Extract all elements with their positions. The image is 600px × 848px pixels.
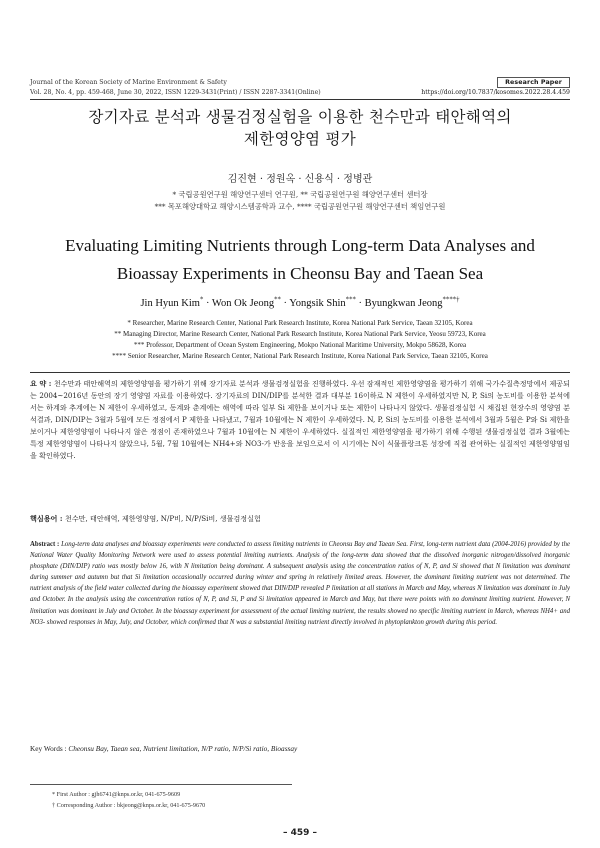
footnotes	[52, 789, 205, 811]
english-title	[30, 232, 570, 288]
english-keywords-text: Cheonsu Bay, Taean sea, Nutrient limitation, N/P ratio, N/P/Si ratio, Bioassay	[68, 744, 298, 753]
korean-title-line-2: 제한영양염 평가	[243, 130, 357, 148]
citation-line: Vol. 28, No. 4, pp. 459-468, June 30, 2022, ISSN 1229-3431(Print) / ISSN 2287-3341(Online)	[30, 89, 321, 96]
english-affiliation-4: **** Senior Researcher, Marine Research Center, National Park Research Institute, Korea National Park Service, Taean 32105, Korea	[112, 352, 488, 360]
english-abstract-text: Long-term data analyses and bioassay experiments were conducted to assess limiting nutrients in Cheonsu Bay and Taean Sea. First, long-term nutrient data (2004-2016) provided by the National Water Quality Monitoring Network were used to assess potential limiting nutrients. Analysis of the long-term data showed that the dissolved inorganic nitrogen/dissolved inorganic phosphate (DIN/DIP) ratio was mostly below 16, with N limitation being dominant. A subsequent analysis using the concentration ratios of N, P, and Si showed that N limitation was dominant during summer and autumn but that Si limitation occasionally occurred during winter and spring in relatively limited areas. However, the dominant limiting nutrient was not determined. The nutrient analysis of the field water collected during the bioassay experiment showed that DIN/DIP revealed P limitation at all stations in March and May, whereas N limitation was dominant in July and October. In the analysis using the concentration ratios of N, P, and Si, P and Si limitation appeared in March and May, but there were points with no dominant limiting nutrient. However, N limitation was dominant in July and October. In the bioassay experiment for assessment of the actual limiting nutrient, the results showed no specific limiting nutrient in March, whereas NH4+ and NO3- showed responses in May, July, and October, which confirmed that N was a substantial limiting nutrient directly involved in phytoplankton growth during this period.	[30, 541, 570, 626]
english-keywords-label: Key Words :	[30, 744, 69, 753]
author-3: Yongsik Shin	[289, 298, 346, 309]
korean-affiliation-2: *** 목포해양대학교 해양시스템공학과 교수, **** 국립공원연구원 해양연구센터 책임연구원	[154, 202, 446, 211]
english-affiliation-1: * Researcher, Marine Research Center, National Park Research Institute, Korea National Park Service, Taean 32105, Korea	[127, 319, 473, 327]
korean-keywords-text: 천수만, 태안해역, 제한영양염, N/P비, N/P/Si비, 생물검정실험	[64, 514, 261, 523]
author-2-mark: **	[274, 296, 281, 304]
author-1: Jin Hyun Kim	[140, 298, 200, 309]
doi-text[interactable]: https://doi.org/10.7837/kosomes.2022.28.4.459	[421, 89, 570, 96]
author-1-mark: *	[199, 296, 204, 304]
english-abstract-label: Abstract :	[30, 541, 62, 548]
author-separator: ·	[203, 298, 212, 309]
journal-name: Journal of the Korean Society of Marine Environment & Safety	[30, 79, 227, 86]
english-affiliation-3: *** Professor, Department of Ocean System Engineering, Mokpo National Maritime University, Mokpo 58628, Korea	[133, 341, 467, 349]
english-keywords	[30, 744, 570, 753]
english-abstract	[30, 539, 570, 628]
korean-affiliation-1: * 국립공원연구원 해양연구센터 연구원, ** 국립공원연구원 해양연구센터 센터장	[172, 190, 428, 199]
affiliation-rule	[30, 372, 570, 373]
english-affiliation-2: ** Managing Director, Marine Research Center, National Park Research Institute, Korea National Park Service, Yeosu 59723, Korea	[114, 330, 486, 338]
korean-abstract-text: 천수만과 태안해역의 제한영양염을 평가하기 위해 장기자료 분석과 생물검정실험을 진행하였다. 우선 잠재적인 제한영양염을 평가하기 위해 국가수질측정망에서 제공되는 2004~2016년 동안의 장기 영양염 자료를 이용하였다. 장기자료의 DIN/DIP를 분석한 결과 대부분 16이하로 N 제한이 우세하였지만 N, P, Si의 농도비를 이용한 분석에서는 하계와 추계에는 N 제한이 우세하였고, 동계와 춘계에는 해역에 따라 일부 Si 제한을 보이거나 또는 제한이 나타나지 않았다. 생물검정실험 시 채집된 현장수의 영양염 분석결과, DIN/DIP는 3월과 5월에 모든 정점에서 P 제한을 나타냈고, 7월과 10월에는 N 제한이 우세하였다. N, P, Si의 농도비를 이용한 분석에서 3월과 5월은 P와 Si 제한을 보이거나 제한영양염이 나타나지 않은 정점이 존재하였으나 7월과 10월에는 N 제한이 우세하였다. 실질적인 제한영양염을 평가하기 위해 수행된 생물검정실험 결과 3월에는 특정 제한영양염이 나타나지 않았으나, 5월, 7월 10월에는 NH4+와 NO3-가 반응을 보임으로서 이 시기에는 N이 식물플랑크톤 성장에 직접 관여하는 실질적인 제한영양염임을 확인하였다.	[30, 379, 570, 460]
korean-abstract	[30, 378, 570, 462]
korean-affiliations	[30, 189, 570, 213]
author-2: Won Ok Jeong	[211, 298, 275, 309]
author-4: Byungkwan Jeong	[364, 298, 443, 309]
english-affiliations	[30, 318, 570, 362]
header-rule	[30, 99, 570, 100]
page-number: – 459 –	[282, 828, 318, 838]
doi-link[interactable]	[421, 88, 570, 97]
korean-keywords-label: 핵심용어 :	[30, 514, 65, 523]
korean-title-line-1: 장기자료 분석과 생물검정실험을 이용한 천수만과 태안해역의	[88, 108, 512, 126]
footnote-rule	[30, 784, 292, 785]
korean-abstract-label: 요 약 :	[30, 379, 54, 388]
corresponding-author-footnote: † Corresponding Author : bkjeong@knps.or.kr, 041-675-9670	[52, 802, 206, 809]
author-3-mark: ***	[345, 296, 356, 304]
author-4-mark: ****†	[442, 296, 460, 304]
korean-title	[30, 106, 570, 150]
author-separator: ·	[280, 298, 290, 309]
first-author-footnote: * First Author : gjh6741@knps.or.kr, 041-675-9609	[52, 791, 181, 798]
english-title-line-2: Bioassay Experiments in Cheonsu Bay and Taean Sea	[116, 264, 484, 283]
author-separator: ·	[355, 298, 365, 309]
english-title-line-1: Evaluating Limiting Nutrients through Long-term Data Analyses and	[65, 236, 535, 255]
english-authors	[30, 298, 570, 309]
korean-authors: 김진현 · 정원옥 · 신용식 · 정병관	[227, 174, 373, 185]
research-paper-badge: Research Paper	[497, 77, 570, 88]
korean-keywords	[30, 513, 570, 525]
